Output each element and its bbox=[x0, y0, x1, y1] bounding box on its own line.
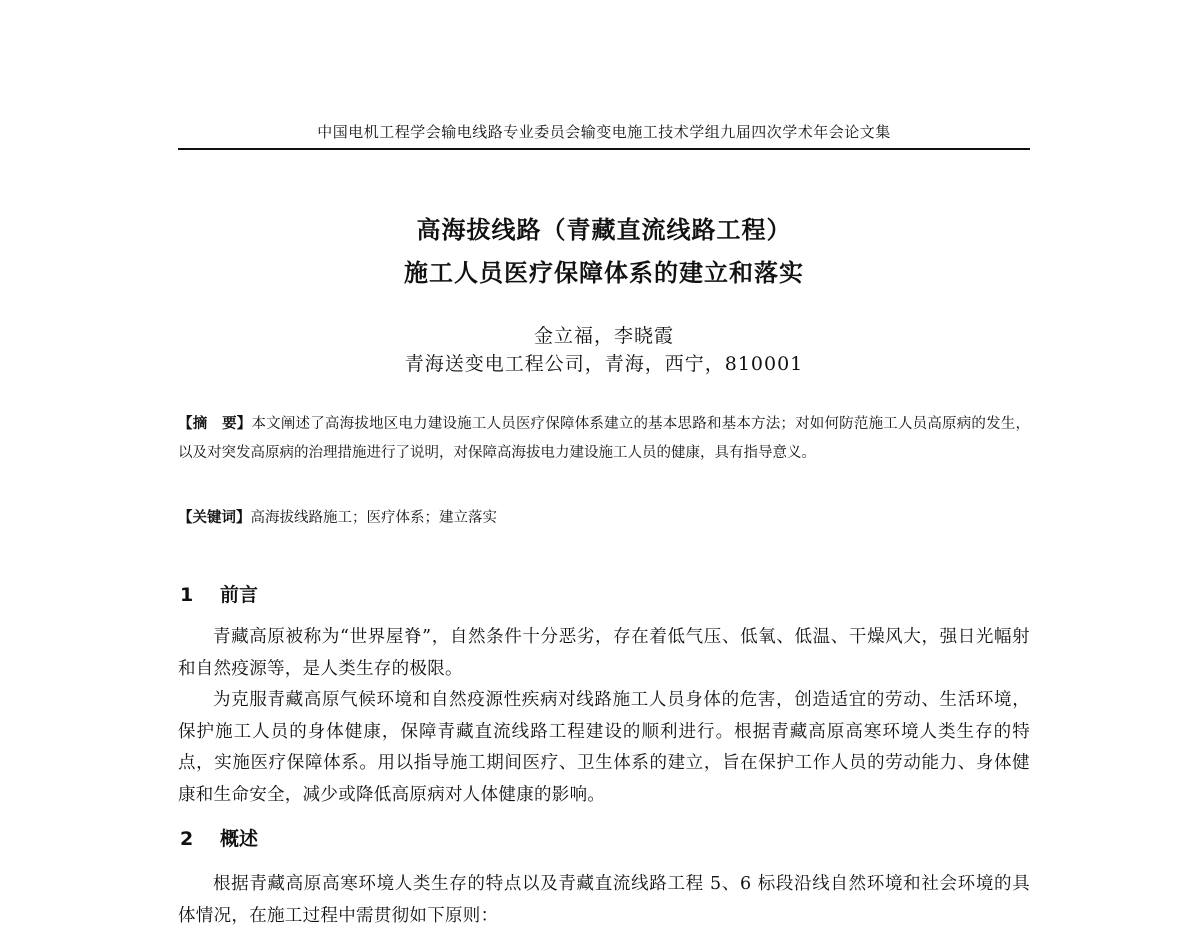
abstract-label: 【摘 要】 bbox=[178, 415, 252, 432]
keywords-label: 【关键词】 bbox=[178, 509, 251, 526]
title-line-2: 施工人员医疗保障体系的建立和落实 bbox=[404, 259, 804, 287]
title-line-1: 高海拔线路（青藏直流线路工程） bbox=[416, 216, 792, 244]
paragraph: 为克服青藏高原气候环境和自然疫源性疾病对线路施工人员身体的危害，创造适宜的劳动、生活环境，保护施工人员的身体健康，保障青藏直流线路工程建设的顺利进行。根据青藏高原高寒环境人类生存的特点，实施医疗保障体系。用以指导施工期间医疗、卫生体系的建立，旨在保护工作人员的劳动能力、身体健康和生命安全，减少或降低高原病对人体健康的影响。 bbox=[178, 690, 1030, 805]
section-title: 前言 bbox=[220, 584, 259, 606]
section-heading-introduction bbox=[180, 580, 258, 607]
running-header: 中国电机工程学会输电线路专业委员会输变电施工技术学组九届四次学术年会论文集 bbox=[178, 121, 1030, 150]
affiliation: 青海送变电工程公司，青海，西宁，810001 bbox=[404, 353, 804, 375]
section-body-introduction bbox=[178, 622, 1030, 811]
keywords-text: 高海拔线路施工；医疗体系；建立落实 bbox=[250, 510, 497, 526]
abstract-text: 本文阐述了高海拔地区电力建设施工人员医疗保障体系建立的基本思路和基本方法；对如何防范施工人员高原病的发生，以及对突发高原病的治理措施进行了说明，对保障高海拔电力建设施工人员的健康，具有指导意义。 bbox=[178, 416, 1030, 461]
section-body-overview bbox=[178, 869, 1030, 932]
section-heading-overview bbox=[180, 824, 258, 851]
paragraph: 根据青藏高原高寒环境人类生存的特点以及青藏直流线路工程 5、6 标段沿线自然环境和社会环境的具体情况，在施工过程中需贯彻如下原则： bbox=[178, 874, 1030, 926]
section-number: 1 bbox=[180, 584, 194, 606]
authors: 金立福，李晓霞 bbox=[533, 325, 674, 347]
keywords bbox=[178, 503, 1030, 533]
section-title: 概述 bbox=[220, 828, 259, 850]
section-number: 2 bbox=[180, 828, 194, 850]
paragraph: 青藏高原被称为“世界屋脊”，自然条件十分恶劣，存在着低气压、低氧、低温、干燥风大，强日光幅射和自然疫源等，是人类生存的极限。 bbox=[178, 627, 1030, 679]
abstract bbox=[178, 409, 1030, 468]
